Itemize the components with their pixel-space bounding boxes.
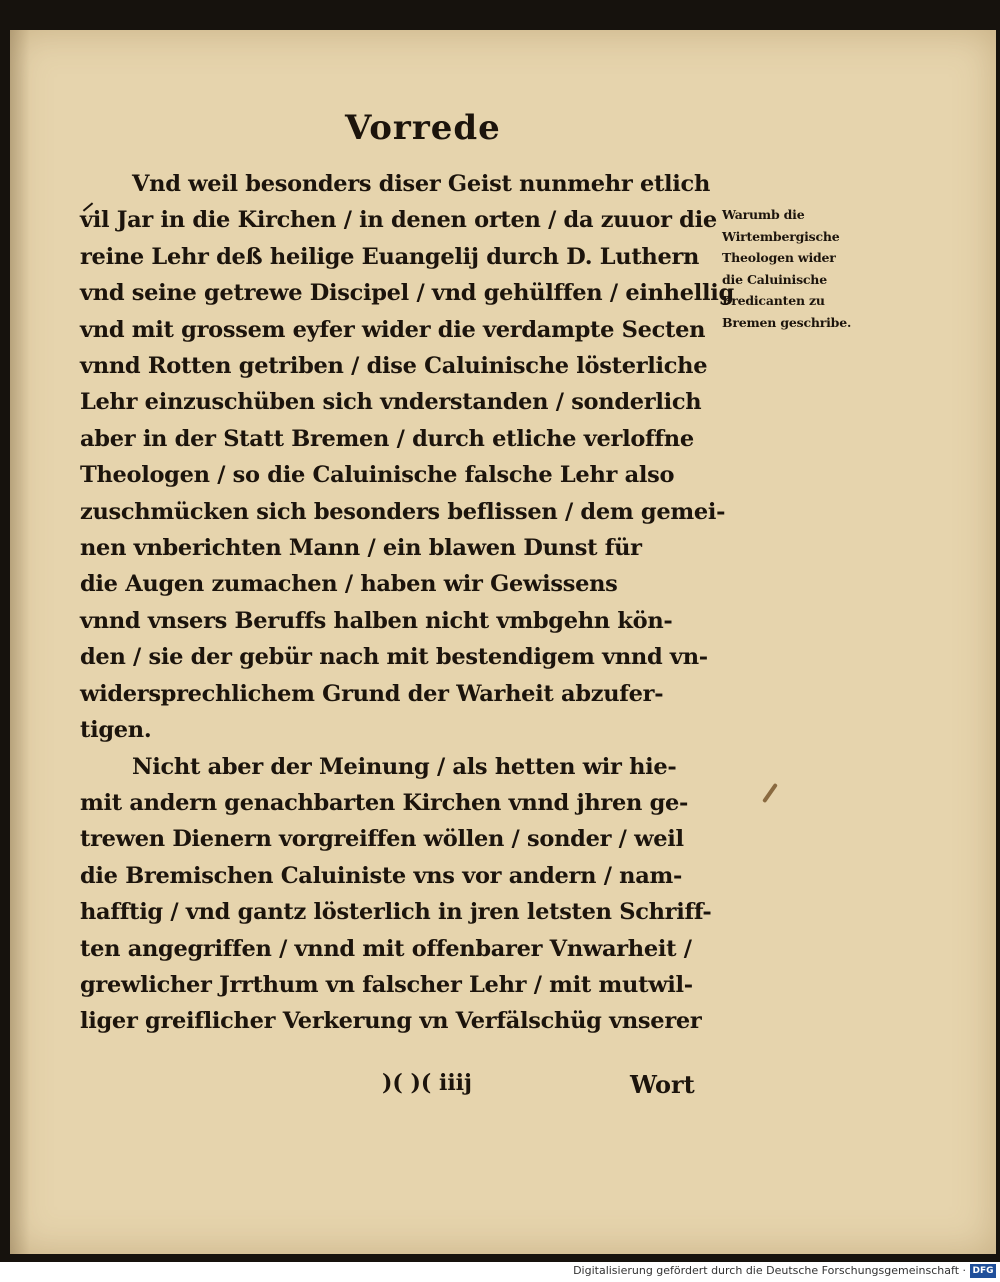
- body-line: widersprechlichem Grund der Warheit abzufer-: [80, 680, 664, 707]
- credit-text: Digitalisierung gefördert durch die Deutsche Forschungsgemeinschaft ·: [573, 1264, 966, 1277]
- body-line: die Bremischen Caluiniste vns vor andern / nam-: [80, 862, 683, 889]
- margin-note: [722, 204, 882, 333]
- main-text-block: [80, 166, 734, 1040]
- ink-mark-icon: [762, 783, 778, 803]
- body-line: nen vnberichten Mann / ein blawen Dunst für: [80, 535, 642, 562]
- body-line: vnd seine getrewe Discipel / vnd gehülffen / einhellig: [80, 280, 734, 307]
- body-line: reine Lehr deß heilige Euangelij durch D. Luthern: [80, 243, 700, 270]
- margin-note-line: Theologen wider: [722, 250, 836, 265]
- body-line: mit andern genachbarten Kirchen vnnd jhren ge-: [80, 789, 689, 816]
- body-line: Nicht aber der Meinung / als hetten wir hie-: [132, 753, 677, 780]
- margin-note-line: Warumb die: [722, 207, 805, 222]
- margin-note-line: Wirtembergische: [722, 228, 840, 244]
- body-line: ten angegriffen / vnnd mit offenbarer Vnwarheit /: [80, 935, 692, 962]
- body-line: aber in der Statt Bremen / durch etliche verloffne: [80, 425, 694, 452]
- dfg-logo-icon[interactable]: DFG: [970, 1264, 996, 1278]
- body-line: zuschmücken sich besonders beflissen / dem gemei-: [80, 498, 726, 525]
- body-line: vnnd Rotten getriben / dise Caluinische lösterliche: [80, 353, 708, 380]
- book-page: [10, 30, 996, 1254]
- margin-note-line: Bremen geschribe.: [722, 314, 852, 330]
- body-line: grewlicher Jrrthum vn falscher Lehr / mit mutwil-: [80, 971, 693, 998]
- body-line: den / sie der gebür nach mit bestendigem vnnd vn-: [80, 644, 708, 671]
- body-line: vnd mit grossem eyfer wider die verdampte Secten: [80, 316, 706, 343]
- signature-mark: )( )( iiij: [382, 1070, 472, 1096]
- running-head: Vorrede: [345, 108, 501, 148]
- margin-note-line: Predicanten zu: [722, 293, 825, 308]
- body-line: liger greiflicher Verkerung vn Verfälschüg vnserer: [80, 1008, 702, 1035]
- body-line: vil Jar in die Kirchen / in denen orten / da zuuor die: [80, 207, 717, 234]
- credit-bar: [0, 1262, 1000, 1282]
- body-line: tigen.: [80, 717, 152, 744]
- body-line: die Augen zumachen / haben wir Gewissens: [80, 571, 618, 598]
- body-line: hafftig / vnd gantz lösterlich in jren letsten Schriff-: [80, 899, 712, 926]
- body-line: Lehr einzuschüben sich vnderstanden / sonderlich: [80, 389, 702, 416]
- body-line: Theologen / so die Caluinische falsche Lehr also: [80, 462, 675, 489]
- body-line: Vnd weil besonders diser Geist nunmehr etlich: [132, 171, 711, 197]
- body-line: trewen Dienern vorgreiffen wöllen / sonder / weil: [80, 826, 684, 853]
- margin-note-line: die Caluinische: [722, 271, 827, 287]
- catchword: Wort: [630, 1070, 695, 1099]
- body-line: vnnd vnsers Beruffs halben nicht vmbgehn kön-: [80, 607, 673, 634]
